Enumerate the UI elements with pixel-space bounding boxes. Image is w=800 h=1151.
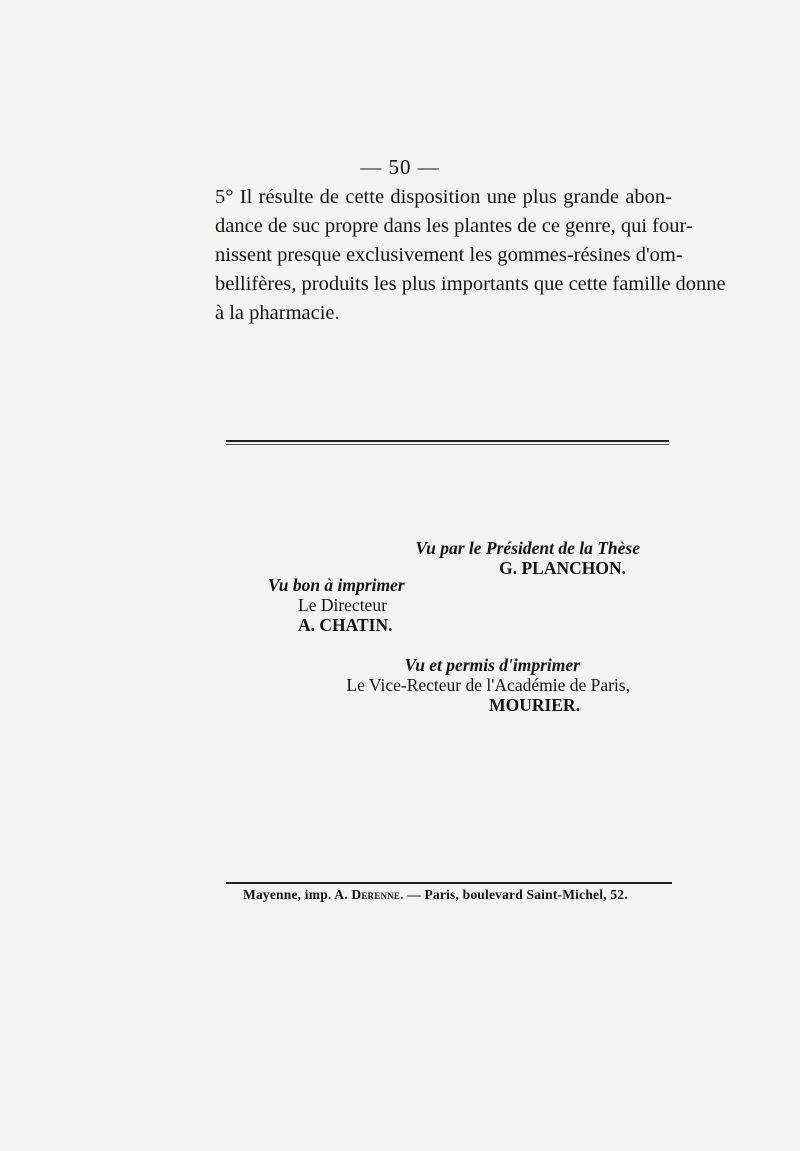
printer-address: — Paris, boulevard Saint-Michel, 52. bbox=[407, 887, 628, 902]
paragraph-line: nissent presque exclusivement les gommes-résines d'om- bbox=[215, 244, 683, 266]
paragraph-line: bellifères, produits les plus importants que cette famille donne bbox=[215, 273, 726, 295]
paragraph-line: à la pharmacie. bbox=[215, 302, 340, 324]
print-approval bbox=[268, 575, 468, 635]
vice-rector-name: MOURIER. bbox=[489, 695, 580, 715]
paragraph-line: 5° Il résulte de cette disposition une plus grande abon- bbox=[215, 186, 672, 208]
president-name: G. PLANCHON. bbox=[499, 558, 626, 578]
permission-label: Vu et permis d'imprimer bbox=[404, 655, 580, 675]
separator-rule-thin bbox=[226, 444, 669, 445]
footer-rule bbox=[226, 882, 672, 884]
conclusion-paragraph bbox=[215, 183, 726, 328]
printer-footer bbox=[243, 887, 683, 903]
paragraph-line: dance de suc propre dans les plantes de ce genre, qui four- bbox=[215, 215, 693, 237]
president-approval bbox=[400, 538, 640, 578]
director-title: Le Directeur bbox=[298, 595, 387, 615]
permission-approval bbox=[340, 655, 630, 715]
separator-rule bbox=[226, 440, 669, 442]
printer-prefix: Mayenne, imp. A. bbox=[243, 887, 348, 902]
printer-name: Derenne. bbox=[351, 887, 404, 902]
president-approval-label: Vu par le Président de la Thèse bbox=[415, 538, 640, 558]
page-number: — 50 — bbox=[360, 155, 440, 179]
director-name: A. CHATIN. bbox=[298, 615, 393, 635]
vice-rector-title: Le Vice-Recteur de l'Académie de Paris, bbox=[346, 675, 630, 695]
print-approval-label: Vu bon à imprimer bbox=[268, 575, 405, 595]
